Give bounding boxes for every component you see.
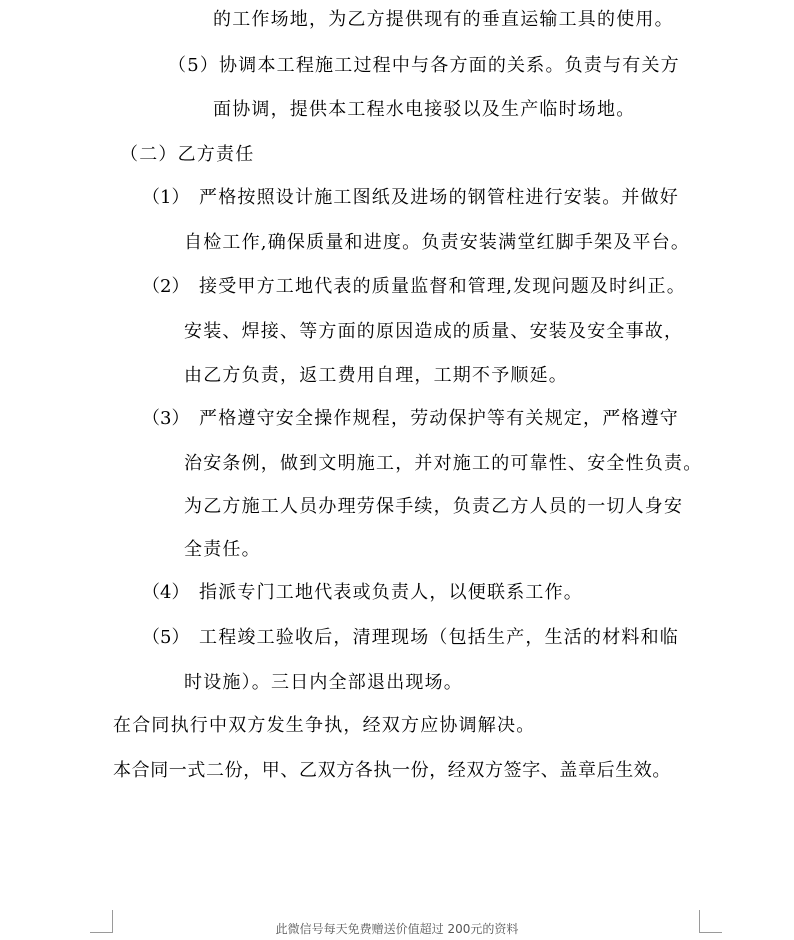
- paragraph-line: （5）协调本工程施工过程中与各方面的关系。负责与有关方: [168, 55, 680, 76]
- item-line: 治安条例，做到文明施工，并对施工的可靠性、安全性负责。: [184, 453, 703, 474]
- item-line: 自检工作,确保质量和进度。负责安装满堂红脚手架及平台。: [184, 232, 691, 253]
- item-number: （1）: [142, 187, 190, 208]
- item-line: 由乙方负责，返工费用自理，工期不予顺延。: [184, 365, 568, 386]
- item-line: 时设施）。三日内全部退出现场。: [184, 672, 463, 693]
- closing-line: 本合同一式二份，甲、乙双方各执一份，经双方签字、盖章后生效。: [113, 760, 671, 781]
- item-number: （4）: [142, 582, 190, 603]
- item-line: 指派专门工地代表或负责人，以便联系工作。: [199, 582, 583, 603]
- item-line: 为乙方施工人员办理劳保手续，负责乙方人员的一切人身安: [184, 496, 684, 517]
- item-line: 安装、焊接、等方面的原因造成的质量、安装及安全事故，: [184, 321, 684, 342]
- paragraph-line: 的工作场地，为乙方提供现有的垂直运输工具的使用。: [213, 9, 674, 30]
- item-number: （3）: [142, 408, 190, 429]
- item-line: 全责任。: [184, 539, 261, 560]
- item-number: （2）: [142, 276, 190, 297]
- page-footer: 此微信号每天免费赠送价值超过 200元的资料: [275, 922, 519, 936]
- paragraph-line: 面协调，提供本工程水电接驳以及生产临时场地。: [213, 99, 636, 120]
- item-line: 严格遵守安全操作规程，劳动保护等有关规定，严格遵守: [199, 408, 679, 429]
- item-number: （5）: [142, 627, 190, 648]
- item-line: 工程竣工验收后，清理现场（包括生产，生活的材料和临: [199, 627, 679, 648]
- closing-line: 在合同执行中双方发生争执，经双方应协调解决。: [113, 715, 536, 736]
- section-heading: （二）乙方责任: [120, 144, 255, 165]
- item-line: 接受甲方工地代表的质量监督和管理,发现问题及时纠正。: [199, 276, 686, 297]
- item-line: 严格按照设计施工图纸及进场的钢管柱进行安装。并做好: [199, 187, 679, 208]
